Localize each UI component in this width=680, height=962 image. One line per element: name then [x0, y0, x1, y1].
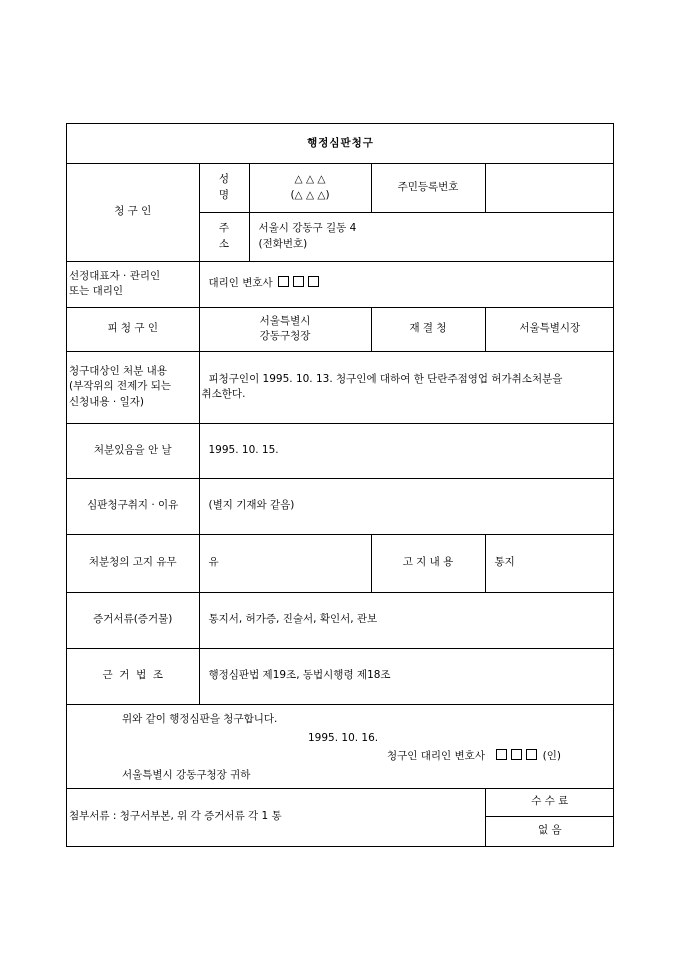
notice-value: 유 [199, 534, 371, 592]
signer-title: 청구인 대리인 변호사 [387, 749, 485, 762]
form-table [67, 124, 614, 847]
known-date-label: 처분있음을 안 날 [67, 423, 199, 478]
evidence-value: 통지서, 허가증, 진술서, 확인서, 관보 [199, 592, 614, 648]
signer-seal: (인) [542, 749, 561, 762]
disposition-value [199, 351, 614, 423]
disposition-label-line2: (부작위의 전제가 되는 [69, 380, 172, 393]
evidence-label: 증거서류(증거물) [67, 592, 199, 648]
representative-label [67, 261, 199, 307]
declaration-block [67, 704, 614, 788]
name-value-line2: (△ △ △) [290, 188, 330, 201]
form-title: 행정심판청구 [67, 124, 614, 163]
purpose-label: 심판청구취지 · 이유 [67, 478, 199, 534]
legal-basis-label: 근 거 법 조 [67, 648, 199, 704]
administrative-appeal-form [66, 123, 614, 847]
representative-label-line2: 또는 대리인 [69, 285, 124, 297]
fee-value: 없 음 [485, 816, 614, 846]
attachments-value: 첨부서류 : 청구서부본, 위 각 증거서류 각 1 통 [67, 788, 485, 846]
representative-label-line1: 선정대표자 · 관리인 [69, 269, 161, 282]
disposition-value-line2: 취소한다. [201, 388, 246, 400]
address-value-line2: (전화번호) [258, 237, 308, 250]
ruling-agency-value: 서울특별시장 [485, 307, 614, 351]
respondent-value-line2: 강동구청장 [259, 330, 311, 342]
address-label-line2: 소 [218, 237, 230, 250]
declaration-signer [387, 749, 561, 764]
legal-basis-value: 행정심판법 제19조, 동법시행령 제18조 [199, 648, 614, 704]
declaration-text: 위와 같이 행정심판을 청구합니다. [122, 712, 278, 725]
name-value [249, 163, 371, 212]
disposition-label-line1: 청구대상인 처분 내용 [69, 365, 167, 378]
address-label-line1: 주 [218, 222, 230, 235]
respondent-label: 피 청 구 인 [67, 307, 199, 351]
fee-label: 수 수 료 [485, 788, 614, 816]
address-value [249, 212, 614, 261]
signer-name-boxes [494, 750, 539, 762]
address-value-line1: 서울시 강동구 길동 4 [258, 222, 357, 235]
disposition-label [67, 351, 199, 423]
notice-content-label: 고 지 내 용 [371, 534, 485, 592]
representative-name-boxes [276, 277, 321, 289]
name-value-line1: △ △ △ [294, 173, 326, 186]
respondent-value-line1: 서울특별시 [259, 314, 311, 327]
purpose-value: (별지 기재와 같음) [199, 478, 614, 534]
declaration-date: 1995. 10. 16. [308, 731, 379, 744]
disposition-value-line1: 피청구인이 1995. 10. 13. 청구인에 대하여 한 단란주점영업 허가취소처분을 [208, 372, 563, 385]
disposition-label-line3: 신청내용 · 일자) [69, 395, 144, 408]
notice-content-value: 통지 [485, 534, 614, 592]
name-label [199, 163, 249, 212]
name-label-line1: 성 [218, 173, 230, 186]
rrn-value [485, 163, 614, 212]
address-label [199, 212, 249, 261]
name-label-line2: 명 [218, 188, 230, 201]
declaration-addressee: 서울특별시 강동구청장 귀하 [122, 768, 251, 781]
representative-value [199, 261, 614, 307]
representative-title: 대리인 변호사 [208, 277, 273, 290]
claimant-label: 청 구 인 [67, 163, 199, 261]
rrn-label: 주민등록번호 [371, 163, 485, 212]
notice-label: 처분청의 고지 유무 [67, 534, 199, 592]
ruling-agency-label: 재 결 청 [371, 307, 485, 351]
known-date-value: 1995. 10. 15. [199, 423, 614, 478]
respondent-value [199, 307, 371, 351]
